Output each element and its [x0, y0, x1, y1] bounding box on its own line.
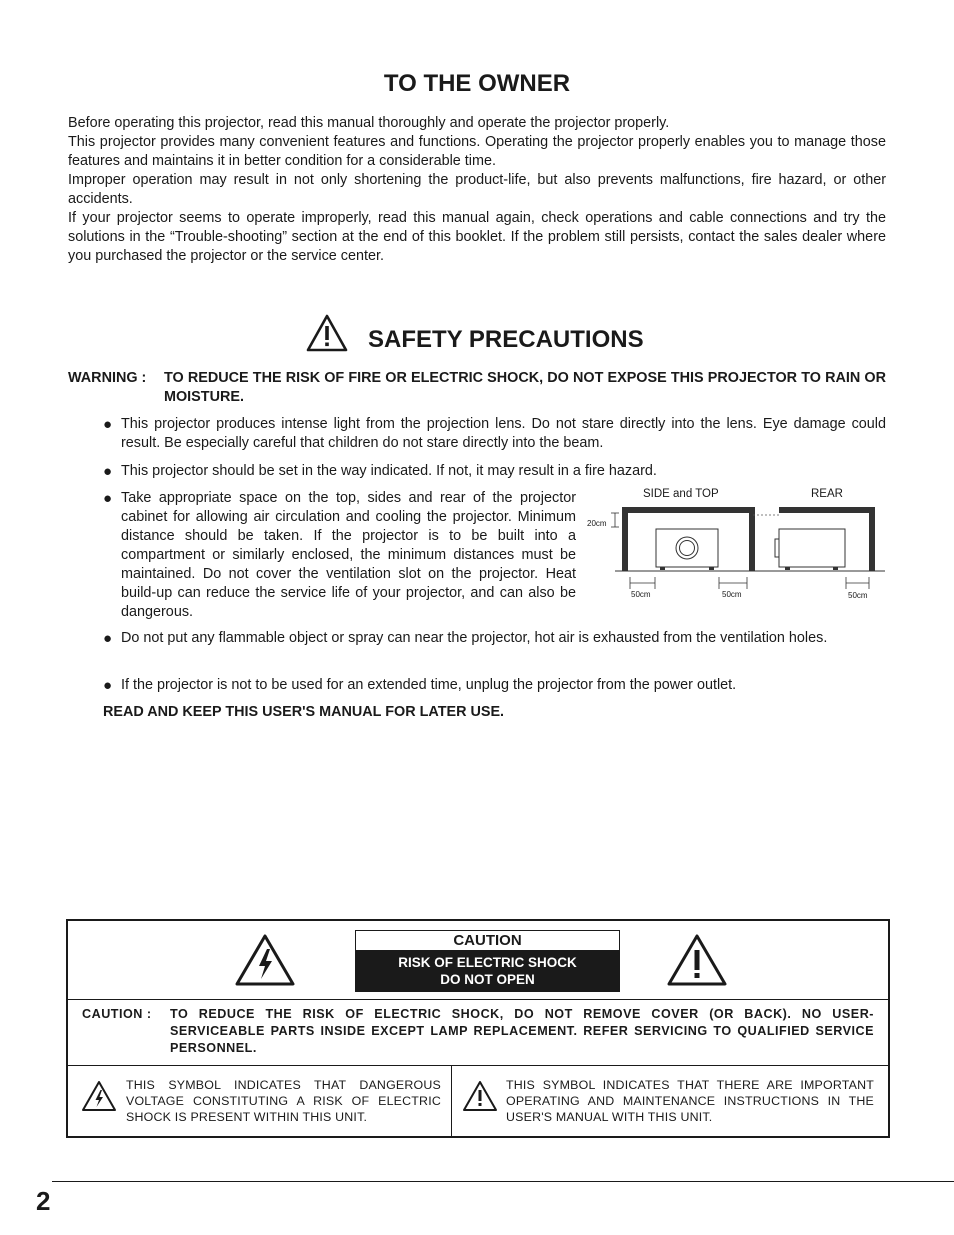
owner-paragraph: If your projector seems to operate improperly, read this manual again, check operations and cable connections and try the solutions in the “Trouble-shooting” section at the end of this booklet. If the problem still persists, contact the sales dealer where you purchased the projector or the service center. — [68, 210, 886, 264]
risk-line-2: DO NOT OPEN — [440, 972, 535, 987]
rear-gap-label: 50cm — [848, 591, 868, 600]
bullet-icon: ● — [103, 416, 113, 433]
bullet-icon: ● — [103, 463, 113, 480]
warning-label: WARNING : — [68, 370, 147, 386]
caution-box-label: CAUTION : — [82, 1007, 152, 1021]
divider — [68, 1065, 888, 1066]
clearance-diagram — [585, 486, 885, 606]
bullet-icon: ● — [103, 630, 113, 647]
side-gap-left-label: 50cm — [631, 590, 651, 599]
risk-line-1: RISK OF ELECTRIC SHOCK — [398, 955, 577, 970]
exclamation-symbol-icon — [462, 1080, 498, 1117]
footer-rule — [52, 1181, 954, 1182]
page-number: 2 — [36, 1186, 51, 1216]
clearance-drawing — [585, 486, 885, 606]
side-gap-right-label: 50cm — [722, 590, 742, 599]
lightning-triangle-icon — [234, 933, 296, 992]
top-gap-label: 20cm — [587, 519, 607, 528]
caution-title: CAUTION — [453, 932, 522, 949]
safety-title: SAFETY PRECAUTIONS — [368, 326, 644, 353]
owner-paragraph: Before operating this projector, read this manual thoroughly and operate the projector properly. — [68, 115, 670, 131]
caution-label-box — [355, 930, 620, 992]
warning-text: TO REDUCE THE RISK OF FIRE OR ELECTRIC SHOCK, DO NOT EXPOSE THIS PROJECTOR TO RAIN OR MOISTURE. — [164, 370, 886, 405]
bullet-text: This projector produces intense light from the projection lens. Do not stare directly into the lens. Eye damage could result. Be especially careful that children do not stare directly into the beam. — [121, 416, 886, 451]
exclamation-symbol-text: THIS SYMBOL INDICATES THAT THERE ARE IMPORTANT OPERATING AND MAINTENANCE INSTRUCTIONS IN THE USER'S MANUAL WITH THIS UNIT. — [506, 1078, 874, 1124]
bullet-icon: ● — [103, 490, 113, 507]
lightning-symbol-icon — [81, 1080, 117, 1117]
bullet-text: If the projector is not to be used for an extended time, unplug the projector from the power outlet. — [121, 677, 737, 693]
side-top-label: SIDE and TOP — [643, 488, 719, 500]
exclamation-triangle-icon — [666, 933, 728, 992]
caution-box — [66, 919, 890, 1138]
bullet-icon: ● — [103, 677, 113, 694]
read-keep-notice: READ AND KEEP THIS USER'S MANUAL FOR LATER USE. — [103, 704, 505, 720]
bullet-text: Take appropriate space on the top, sides and rear of the projector cabinet for allowing air circulation and cooling the projector. Minimum distance should be taken. If the projector is to be built into a compartment or similarly enclosed, the minimum distances must be maintained. Do not cover the ventilation slot on the projector. Heat build-up can reduce the service life of your projector, and can also be dangerous. — [121, 490, 576, 620]
rear-label: REAR — [811, 488, 843, 500]
risk-banner — [356, 950, 619, 991]
voltage-symbol-text: THIS SYMBOL INDICATES THAT DANGEROUS VOLTAGE CONSTITUTING A RISK OF ELECTRIC SHOCK IS PRESENT WITHIN THIS UNIT. — [126, 1078, 441, 1124]
divider — [451, 1065, 452, 1136]
owner-paragraph: This projector provides many convenient features and functions. Operating the projector properly enables you to manage those features and maintains it in better condition for a considerable time. — [68, 134, 886, 169]
divider — [68, 999, 888, 1000]
bullet-text: Do not put any flammable object or spray can near the projector, hot air is exhausted from the ventilation holes. — [121, 630, 828, 646]
bullet-text: This projector should be set in the way indicated. If not, it may result in a fire hazard. — [121, 463, 657, 479]
warning-triangle-icon — [305, 313, 349, 358]
owner-title: TO THE OWNER — [383, 70, 571, 97]
owner-text — [68, 114, 886, 266]
owner-paragraph: Improper operation may result in not only shortening the product-life, but also prevents malfunctions, fire hazard, or other accidents. — [68, 172, 886, 207]
caution-box-text: TO REDUCE THE RISK OF ELECTRIC SHOCK, DO NOT REMOVE COVER (OR BACK). NO USER-SERVICEABLE PARTS INSIDE EXCEPT LAMP REPLACEMENT. REFER SERVICING TO QUALIFIED SERVICE PERSONNEL. — [170, 1007, 874, 1055]
